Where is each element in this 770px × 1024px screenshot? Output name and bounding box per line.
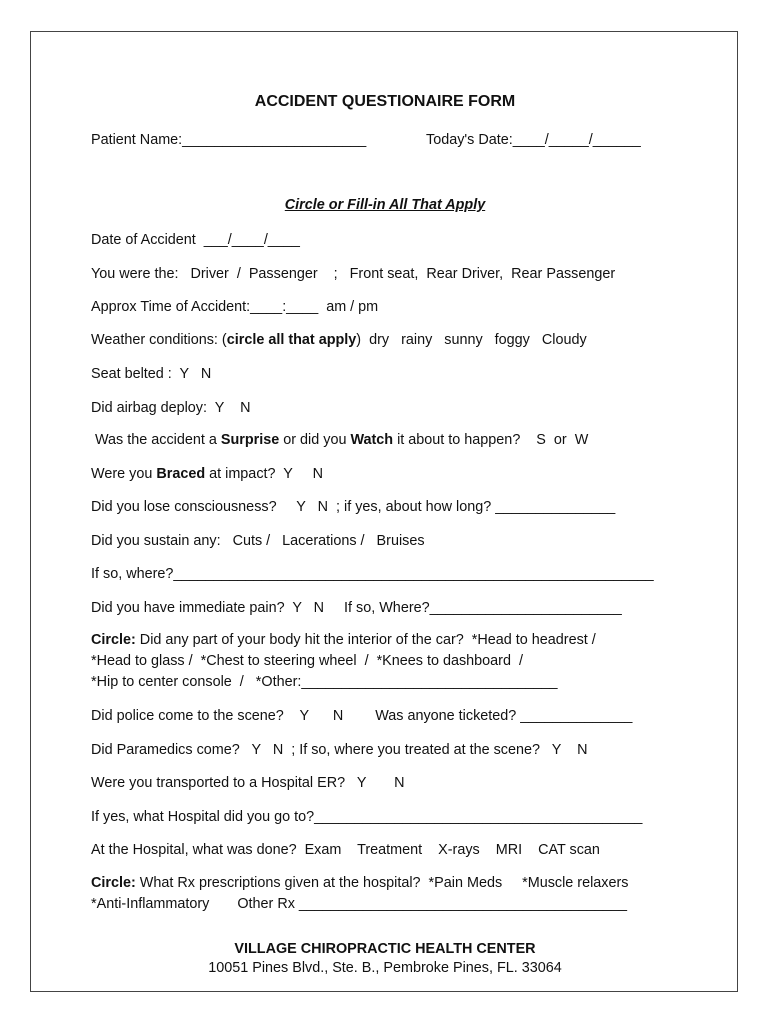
circle-label: Circle: — [91, 632, 136, 648]
surprise-text-2: or did you — [279, 432, 351, 448]
date-of-accident-line: Date of Accident ___/____/____ — [91, 232, 300, 248]
instructions-heading: Circle or Fill-in All That Apply — [284, 197, 486, 213]
airbag-line: Did airbag deploy: Y N — [91, 400, 251, 416]
immediate-pain-line: Did you have immediate pain? Y N If so, Where?________________________ — [91, 600, 622, 616]
approx-time-line: Approx Time of Accident:____:____ am / pm — [91, 299, 379, 315]
footer-clinic-name: VILLAGE CHIROPRACTIC HEALTH CENTER — [234, 941, 536, 957]
police-line: Did police come to the scene? Y N Was anyone ticketed? ______________ — [91, 708, 633, 724]
surprise-bold-1: Surprise — [220, 432, 280, 448]
weather-suffix: ) dry rainy sunny foggy Cloudy — [356, 332, 587, 348]
rx-block — [91, 873, 629, 915]
circle-line-2: *Head to glass / *Chest to steering wheel / *Knees to dashboard / — [91, 653, 523, 669]
weather-bold: circle all that apply — [226, 332, 357, 348]
weather-prefix: Weather conditions: ( — [91, 332, 227, 348]
rx-line-2: *Anti-Inflammatory Other Rx _________________________________________ — [91, 896, 628, 912]
surprise-line — [91, 430, 588, 450]
at-hospital-line: At the Hospital, what was done? Exam Treatment X-rays MRI CAT scan — [91, 842, 600, 858]
weather-line — [91, 330, 587, 350]
circle-line-3: *Hip to center console / *Other:________________________________ — [91, 674, 558, 690]
hospital-line: If yes, what Hospital did you go to?_________________________________________ — [91, 809, 643, 825]
rx-label: Circle: — [91, 875, 136, 891]
surprise-bold-2: Watch — [350, 432, 394, 448]
circle-line-1: Did any part of your body hit the interior of the car? *Head to headrest / — [135, 632, 596, 648]
surprise-text-1: Was the accident a — [91, 432, 221, 448]
braced-text-1: Were you — [91, 466, 157, 482]
consciousness-line: Did you lose consciousness? Y N ; if yes, about how long? _______________ — [91, 499, 616, 515]
surprise-text-3: it about to happen? S or W — [393, 432, 589, 448]
you-were-line: You were the: Driver / Passenger ; Front seat, Rear Driver, Rear Passenger — [91, 266, 616, 282]
footer-address: 10051 Pines Blvd., Ste. B., Pembroke Pines, FL. 33064 — [208, 960, 562, 976]
patient-name-field: Patient Name:_______________________ — [91, 132, 367, 148]
if-so-where-line: If so, where?____________________________________________________________ — [91, 566, 654, 582]
braced-text-2: at impact? Y N — [205, 466, 323, 482]
sustain-line: Did you sustain any: Cuts / Lacerations / Bruises — [91, 533, 425, 549]
rx-line-1: What Rx prescriptions given at the hospital? *Pain Meds *Muscle relaxers — [135, 875, 629, 891]
form-title: ACCIDENT QUESTIONAIRE FORM — [254, 93, 516, 110]
todays-date-field: Today's Date:____/_____/______ — [426, 132, 641, 148]
circle-body-block — [91, 630, 596, 693]
braced-bold: Braced — [156, 466, 206, 482]
braced-line — [91, 464, 323, 484]
seat-belted-line: Seat belted : Y N — [91, 366, 212, 382]
paramedics-line: Did Paramedics come? Y N ; If so, where you treated at the scene? Y N — [91, 742, 588, 758]
transported-line: Were you transported to a Hospital ER? Y N — [91, 775, 405, 791]
